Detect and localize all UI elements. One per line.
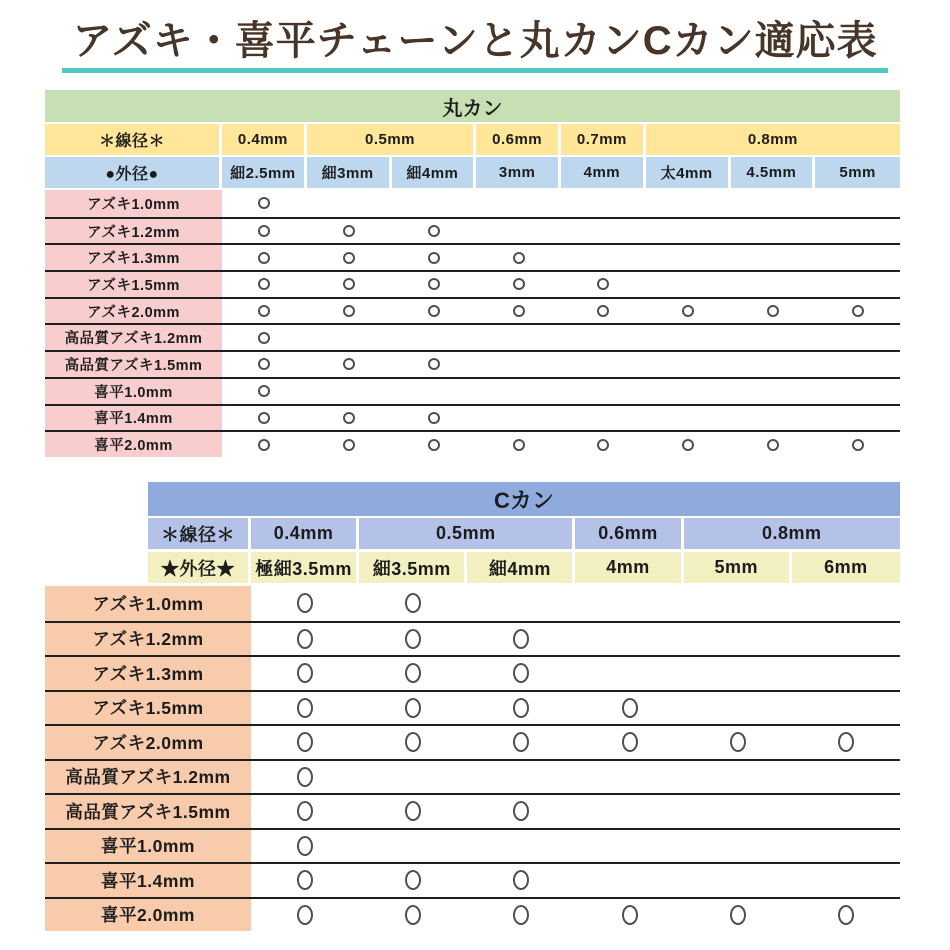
mark-cell — [392, 278, 477, 290]
circle-mark — [258, 278, 270, 290]
circle-mark — [513, 629, 529, 649]
mark-cell — [476, 305, 561, 317]
circle-mark — [513, 305, 525, 317]
circle-mark — [297, 767, 313, 787]
mark-cell — [251, 593, 359, 613]
mark-cell — [476, 252, 561, 264]
circle-mark — [622, 732, 638, 752]
row-label: 喜平1.4mm — [45, 864, 251, 897]
table-row — [45, 297, 900, 324]
circle-mark — [513, 870, 529, 890]
mark-cell — [222, 412, 307, 424]
row-label: アズキ1.0mm — [45, 190, 222, 217]
row-label: アズキ1.3mm — [45, 245, 222, 270]
circle-mark — [597, 278, 609, 290]
mark-cell — [307, 252, 392, 264]
mark-cell — [359, 629, 467, 649]
circle-mark — [513, 698, 529, 718]
row-label: アズキ1.2mm — [45, 623, 251, 656]
circle-mark — [343, 278, 355, 290]
mark-cell — [359, 870, 467, 890]
outer-col-label: 細3mm — [307, 157, 392, 188]
circle-mark — [297, 593, 313, 613]
outer-diameter-row — [45, 157, 900, 188]
circle-mark — [297, 836, 313, 856]
mark-cell — [684, 732, 792, 752]
mark-cell — [684, 905, 792, 925]
mark-cell — [222, 305, 307, 317]
row-label: アズキ1.3mm — [45, 657, 251, 690]
outer-col-label: 細4mm — [392, 157, 477, 188]
circle-mark — [682, 305, 694, 317]
circle-mark — [513, 732, 529, 752]
circle-mark — [622, 905, 638, 925]
mark-cell — [646, 305, 731, 317]
mark-cell — [222, 278, 307, 290]
circle-mark — [297, 732, 313, 752]
outer-col-label: 4.5mm — [731, 157, 816, 188]
circle-mark — [297, 629, 313, 649]
table-row — [45, 243, 900, 270]
table-row — [45, 621, 900, 656]
mark-cell — [222, 439, 307, 451]
outer-diameter-row — [148, 552, 900, 583]
mark-cell — [251, 663, 359, 683]
circle-mark — [428, 305, 440, 317]
mark-cell — [575, 732, 683, 752]
wire-group-label: 0.4mm — [222, 124, 307, 155]
table-row — [45, 724, 900, 759]
mark-cell — [575, 698, 683, 718]
mark-cell — [251, 905, 359, 925]
row-label: 喜平1.4mm — [45, 406, 222, 431]
mark-cell — [467, 870, 575, 890]
mark-cell — [222, 252, 307, 264]
circle-mark — [513, 278, 525, 290]
outer-col-label: 細2.5mm — [222, 157, 307, 188]
mark-cell — [392, 252, 477, 264]
mark-cell — [467, 663, 575, 683]
mark-cell — [359, 732, 467, 752]
outer-diameter-header: ●外径● — [45, 157, 222, 188]
mark-cell — [467, 905, 575, 925]
mark-cell — [307, 412, 392, 424]
mark-cell — [251, 801, 359, 821]
mark-cell — [251, 732, 359, 752]
mark-cell — [251, 836, 359, 856]
mark-cell — [307, 358, 392, 370]
mark-cell — [467, 732, 575, 752]
mark-cell — [575, 905, 683, 925]
circle-mark — [297, 698, 313, 718]
table-row — [45, 862, 900, 897]
row-label: 高品質アズキ1.5mm — [45, 795, 251, 828]
row-label: アズキ1.0mm — [45, 586, 251, 621]
mark-cell — [476, 278, 561, 290]
mark-cell — [359, 801, 467, 821]
row-label: 高品質アズキ1.2mm — [45, 761, 251, 794]
table-row — [45, 217, 900, 244]
wire-group-label: 0.7mm — [561, 124, 646, 155]
circle-mark — [405, 905, 421, 925]
circle-mark — [513, 663, 529, 683]
mark-cell — [251, 767, 359, 787]
row-label: 喜平2.0mm — [45, 432, 222, 457]
mark-cell — [392, 225, 477, 237]
circle-mark — [405, 732, 421, 752]
mark-cell — [646, 439, 731, 451]
wire-diameter-header: ＊線径＊ — [45, 124, 222, 155]
row-label: 喜平1.0mm — [45, 830, 251, 863]
mark-cell — [392, 439, 477, 451]
table-row — [45, 430, 900, 457]
circle-mark — [258, 252, 270, 264]
row-label: アズキ1.5mm — [45, 692, 251, 725]
row-label: アズキ1.2mm — [45, 219, 222, 244]
circle-mark — [258, 385, 270, 397]
marukan-table — [45, 90, 900, 457]
outer-col-label: 細4mm — [467, 552, 575, 583]
wire-diameter-row — [148, 518, 900, 549]
mark-cell — [815, 439, 900, 451]
mark-cell — [307, 278, 392, 290]
mark-cell — [467, 629, 575, 649]
circle-mark — [838, 905, 854, 925]
mark-cell — [307, 305, 392, 317]
table-row — [45, 350, 900, 377]
outer-col-label: 5mm — [815, 157, 900, 188]
table-row — [45, 897, 900, 932]
circle-mark — [258, 439, 270, 451]
circle-mark — [405, 801, 421, 821]
circle-mark — [258, 358, 270, 370]
wire-group-label: 0.6mm — [476, 124, 561, 155]
circle-mark — [513, 905, 529, 925]
circle-mark — [405, 663, 421, 683]
circle-mark — [258, 332, 270, 344]
table-row — [45, 655, 900, 690]
mark-cell — [222, 197, 307, 209]
circle-mark — [297, 905, 313, 925]
circle-mark — [258, 305, 270, 317]
circle-mark — [343, 412, 355, 424]
table-row — [45, 404, 900, 431]
circle-mark — [838, 732, 854, 752]
circle-mark — [513, 801, 529, 821]
circle-mark — [730, 905, 746, 925]
mark-cell — [251, 698, 359, 718]
circle-mark — [730, 732, 746, 752]
circle-mark — [405, 698, 421, 718]
circle-mark — [597, 305, 609, 317]
outer-col-label: 3mm — [476, 157, 561, 188]
table-header — [45, 90, 900, 188]
mark-cell — [792, 905, 900, 925]
mark-cell — [222, 385, 307, 397]
circle-mark — [258, 225, 270, 237]
circle-mark — [405, 870, 421, 890]
table-body — [45, 586, 900, 931]
circle-mark — [852, 439, 864, 451]
mark-cell — [392, 305, 477, 317]
circle-mark — [428, 278, 440, 290]
table-title: Cカン — [148, 482, 900, 516]
outer-col-label: 細3.5mm — [359, 552, 467, 583]
circle-mark — [767, 305, 779, 317]
circle-mark — [343, 225, 355, 237]
mark-cell — [467, 801, 575, 821]
mark-cell — [307, 439, 392, 451]
wire-diameter-header: ＊線径＊ — [148, 518, 251, 549]
circle-mark — [597, 439, 609, 451]
outer-col-label: 4mm — [575, 552, 683, 583]
mark-cell — [307, 225, 392, 237]
page-title: アズキ・喜平チェーンと丸カンCカン適応表 — [62, 18, 887, 73]
row-label: 高品質アズキ1.2mm — [45, 325, 222, 350]
table-header — [148, 482, 900, 583]
wire-group-label: 0.4mm — [251, 518, 359, 549]
circle-mark — [513, 252, 525, 264]
circle-mark — [428, 412, 440, 424]
row-label: 喜平2.0mm — [45, 899, 251, 932]
ckan-table — [45, 482, 900, 931]
circle-mark — [343, 305, 355, 317]
table-row — [45, 270, 900, 297]
circle-mark — [258, 197, 270, 209]
circle-mark — [405, 629, 421, 649]
table-row — [45, 690, 900, 725]
row-label: 高品質アズキ1.5mm — [45, 352, 222, 377]
mark-cell — [731, 305, 816, 317]
circle-mark — [297, 870, 313, 890]
mark-cell — [392, 358, 477, 370]
mark-cell — [359, 905, 467, 925]
page-title-wrap — [0, 18, 950, 73]
table-row — [45, 190, 900, 217]
mark-cell — [251, 629, 359, 649]
wire-group-label: 0.5mm — [307, 124, 477, 155]
outer-col-label: 太4mm — [646, 157, 731, 188]
table-row — [45, 793, 900, 828]
mark-cell — [359, 663, 467, 683]
table-body — [45, 190, 900, 457]
mark-cell — [222, 332, 307, 344]
mark-cell — [251, 870, 359, 890]
table-row — [45, 323, 900, 350]
row-label: アズキ2.0mm — [45, 726, 251, 759]
circle-mark — [343, 358, 355, 370]
circle-mark — [513, 439, 525, 451]
circle-mark — [343, 439, 355, 451]
mark-cell — [222, 358, 307, 370]
mark-cell — [561, 439, 646, 451]
mark-cell — [561, 278, 646, 290]
circle-mark — [852, 305, 864, 317]
table-row — [45, 828, 900, 863]
outer-diameter-header: ★外径★ — [148, 552, 251, 583]
mark-cell — [815, 305, 900, 317]
table-row — [45, 759, 900, 794]
circle-mark — [343, 252, 355, 264]
row-label: 喜平1.0mm — [45, 379, 222, 404]
circle-mark — [297, 663, 313, 683]
mark-cell — [359, 593, 467, 613]
circle-mark — [622, 698, 638, 718]
wire-group-label: 0.8mm — [646, 124, 900, 155]
mark-cell — [392, 412, 477, 424]
outer-col-label: 極細3.5mm — [251, 552, 359, 583]
row-label: アズキ2.0mm — [45, 299, 222, 324]
mark-cell — [792, 732, 900, 752]
wire-diameter-row — [45, 124, 900, 155]
row-label: アズキ1.5mm — [45, 272, 222, 297]
mark-cell — [359, 698, 467, 718]
circle-mark — [428, 358, 440, 370]
circle-mark — [428, 439, 440, 451]
circle-mark — [405, 593, 421, 613]
circle-mark — [297, 801, 313, 821]
circle-mark — [428, 252, 440, 264]
circle-mark — [767, 439, 779, 451]
circle-mark — [682, 439, 694, 451]
mark-cell — [467, 698, 575, 718]
mark-cell — [222, 225, 307, 237]
wire-group-label: 0.5mm — [359, 518, 575, 549]
wire-group-label: 0.8mm — [684, 518, 900, 549]
circle-mark — [428, 225, 440, 237]
circle-mark — [258, 412, 270, 424]
outer-col-label: 6mm — [792, 552, 900, 583]
outer-col-label: 5mm — [684, 552, 792, 583]
outer-col-label: 4mm — [561, 157, 646, 188]
mark-cell — [731, 439, 816, 451]
table-row — [45, 377, 900, 404]
table-row — [45, 586, 900, 621]
wire-group-label: 0.6mm — [575, 518, 683, 549]
mark-cell — [476, 439, 561, 451]
table-title: 丸カン — [45, 90, 900, 122]
mark-cell — [561, 305, 646, 317]
